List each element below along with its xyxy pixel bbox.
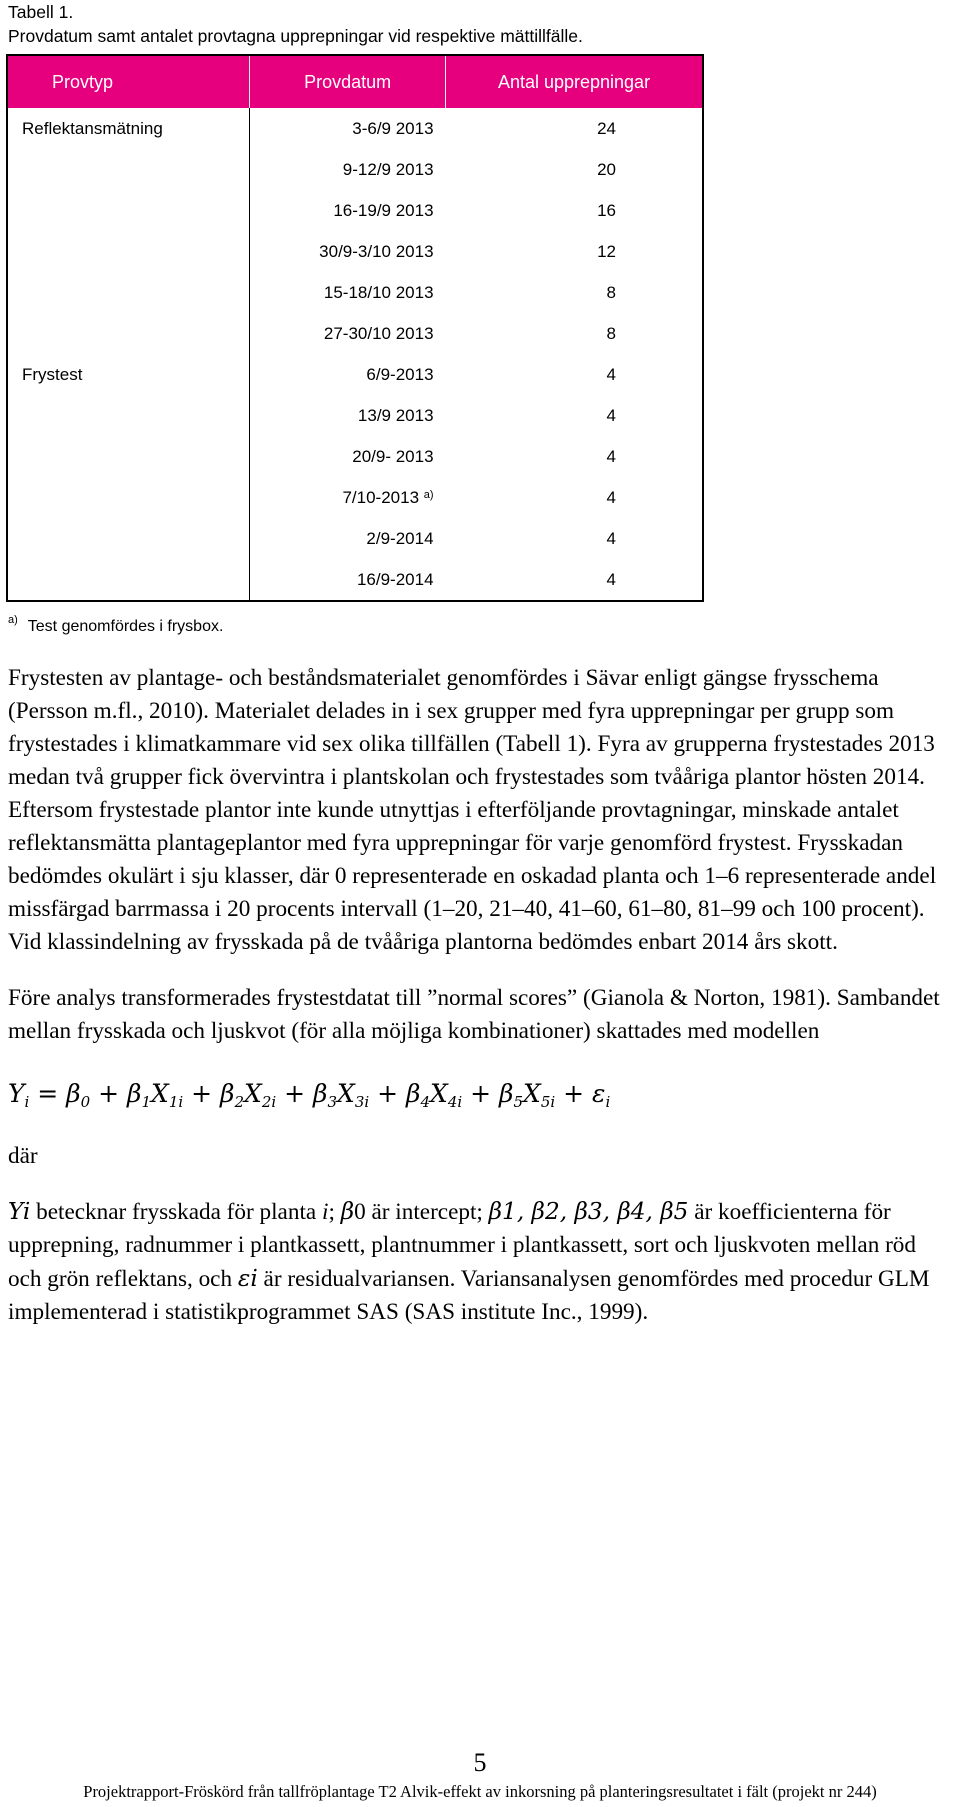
p3-text-b: ; [328,1199,341,1225]
cell-provdatum [250,313,446,354]
eq-plus: + [183,1079,221,1108]
eq-lhs: Y [8,1079,25,1108]
table-body [7,108,703,601]
eq-coef: β [499,1079,514,1108]
table-row [7,190,703,231]
cell-date-text: 16-19/9 2013 [333,200,434,220]
cell-antal: 20 [597,159,616,179]
cell-antal: 4 [606,405,616,425]
cell-date-text: 9-12/9 2013 [342,159,434,179]
cell-date-text: 13/9 2013 [357,405,434,425]
eq-plus: + [555,1079,593,1108]
eq-coef-sub: 4 [420,1093,431,1111]
eq-var-sub: 3i [354,1093,370,1111]
cell-provtyp: Frystest [22,364,83,384]
cell-provdatum [250,272,446,313]
cell-provdatum [250,108,446,149]
cell-antal: 16 [597,200,616,220]
table-caption-subtitle: Provdatum samt antalet provtagna upprepningar vid respektive mättillfälle. [8,26,583,46]
cell-date-text: 20/9- 2013 [352,446,434,466]
p3-text-e: är residualvariansen. Variansanalysen genomfördes med procedur GLM implementerad i statistikprogrammet SAS (SAS institute Inc., 1999). [8,1266,930,1325]
eq-equals: = [29,1079,67,1108]
cell-antal: 12 [597,241,616,261]
eq-coef: β [220,1079,235,1108]
eq-error: ε [592,1079,606,1108]
eq-coef-sub: 2 [234,1093,245,1111]
eq-var: X [523,1079,541,1108]
table-caption [8,0,583,48]
table-row [7,354,703,395]
eq-var-sub: 4i [447,1093,463,1111]
cell-antal: 8 [606,282,616,302]
symbol-betas: β1, β2, β3, β4, β5 [488,1198,689,1225]
cell-antal: 4 [606,446,616,466]
cell-provdatum [250,354,446,395]
eq-coef-sub: 5 [513,1093,524,1111]
eq-coef: β [127,1079,142,1108]
cell-antal: 8 [606,323,616,343]
cell-date-text: 30/9-3/10 2013 [319,241,434,261]
cell-provtyp [7,272,250,313]
table-row [7,477,703,518]
header-antal: Antal upprepningar [446,55,703,108]
table-row [7,108,703,149]
cell-provtyp [7,149,250,190]
eq-var-sub: 5i [540,1093,556,1111]
cell-provdatum [250,190,446,231]
symbol-beta0: β [340,1198,355,1225]
paragraph-dar: där [8,1143,38,1169]
footnote-text: Test genomfördes i frysbox. [27,618,224,635]
cell-date-text: 3-6/9 2013 [352,118,434,138]
cell-provtyp: Reflektansmätning [22,118,163,138]
cell-provdatum [250,436,446,477]
cell-antal: 4 [606,487,616,507]
table-caption-title: Tabell 1. [8,2,74,22]
eq-lhs-sub: i [24,1093,30,1111]
eq-plus: + [90,1079,128,1108]
cell-antal: 4 [606,364,616,384]
cell-date-text: 27-30/10 2013 [323,323,434,343]
cell-provtyp [7,477,250,518]
header-provtyp: Provtyp [7,55,250,108]
paragraph-1: Frystesten av plantage- och beståndsmaterialet genomfördes i Sävar enligt gängse frysschema (Persson m.fl., 2010). Materialet delades in i sex grupper med fyra upprepningar per grupp som frystestades i klimatkammare vid sex olika tillfällen (Tabell 1). Fyra av grupperna frystestades 2013 medan två grupper fick övervintra i plantskolan och frystestades som tvååriga plantor hösten 2014. Eftersom frystestade plantor inte kunde utnyttjas i efterföljande provtagningar, minskade antalet reflektansmätta plantageplantor med fyra upprepningar för varje genomförd frystest. Frysskadan bedömdes okulärt i sju klasser, där 0 representerade en oskadad planta och 1–6 representerade andel missfärgad barrmassa i 20 procents intervall (1–20, 21–40, 41–60, 61–80, 81–99 och 100 procent). Vid klassindelning av frysskada på de tvååriga plantorna bedömdes enbart 2014 års skott. [8,665,937,955]
eq-var-sub: 2i [261,1093,277,1111]
table-row [7,395,703,436]
eq-var-sub: 1i [168,1093,184,1111]
cell-provtyp [7,559,250,601]
eq-error-sub: i [605,1093,611,1111]
eq-var: X [244,1079,262,1108]
page-footer: Projektrapport-Fröskörd från tallfröplantage T2 Alvik-effekt av inkorsning på planteringsresultatet i fält (projekt nr 244) [83,1782,877,1801]
data-table [6,54,704,602]
p3-text-d: är koefficienterna för upprepning, radnummer i plantkassett, plantnummer i plantkassett, sort och ljuskvoten mellan röd och grön reflektans, och [8,1199,916,1292]
table-row [7,559,703,601]
cell-provtyp [7,231,250,272]
eq-plus: + [369,1079,407,1108]
eq-var: X [337,1079,355,1108]
cell-note-marker: a) [423,488,434,501]
table-row [7,436,703,477]
cell-date-text: 15-18/10 2013 [323,282,434,302]
eq-var: X [430,1079,448,1108]
table-row [7,272,703,313]
body-text [8,662,948,1352]
cell-provdatum [250,518,446,559]
eq-var: X [151,1079,169,1108]
symbol-i: i [321,1199,329,1225]
cell-provtyp [7,518,250,559]
eq-coef-sub: 1 [141,1093,152,1111]
eq-coef: β [406,1079,421,1108]
cell-provdatum [250,477,446,518]
eq-coef-sub: 3 [327,1093,338,1111]
cell-provdatum [250,231,446,272]
cell-antal: 24 [597,118,616,138]
page-number: 5 [473,1748,487,1777]
footnote-marker: a) [8,614,18,626]
cell-provtyp [7,313,250,354]
table-row [7,313,703,354]
cell-date-text: 6/9-2013 [366,364,434,384]
cell-date-text: 16/9-2014 [356,569,434,589]
cell-provtyp [7,190,250,231]
eq-coef: β [66,1079,81,1108]
paragraph-2: Före analys transformerades frystestdatat till ”normal scores” (Gianola & Norton, 1981). Sambandet mellan frysskada och ljuskvot (för alla möjliga kombinationer) skattades med modellen [8,985,940,1044]
p3-text-c: 0 är intercept; [354,1199,489,1225]
paragraph-3 [8,1195,948,1329]
symbol-yi: Yi [8,1198,31,1225]
cell-provdatum [250,395,446,436]
cell-provtyp [7,436,250,477]
cell-provdatum [250,149,446,190]
p3-text-a: betecknar frysskada för planta [30,1199,322,1225]
symbol-epsilon: εi [237,1265,258,1292]
cell-date-text: 7/10-2013 [342,487,420,507]
header-provdatum: Provdatum [250,55,446,108]
table-row [7,149,703,190]
eq-coef: β [313,1079,328,1108]
table-row [7,518,703,559]
equation [8,1071,948,1117]
cell-antal: 4 [606,528,616,548]
table-row [7,231,703,272]
eq-plus: + [276,1079,314,1108]
cell-provdatum [250,559,446,601]
cell-provtyp [7,395,250,436]
cell-date-text: 2/9-2014 [366,528,434,548]
cell-antal: 4 [606,569,616,589]
eq-coef-sub: 0 [80,1093,91,1111]
eq-plus: + [462,1079,500,1108]
table-footnote [8,614,224,636]
table-header-row [7,55,703,108]
